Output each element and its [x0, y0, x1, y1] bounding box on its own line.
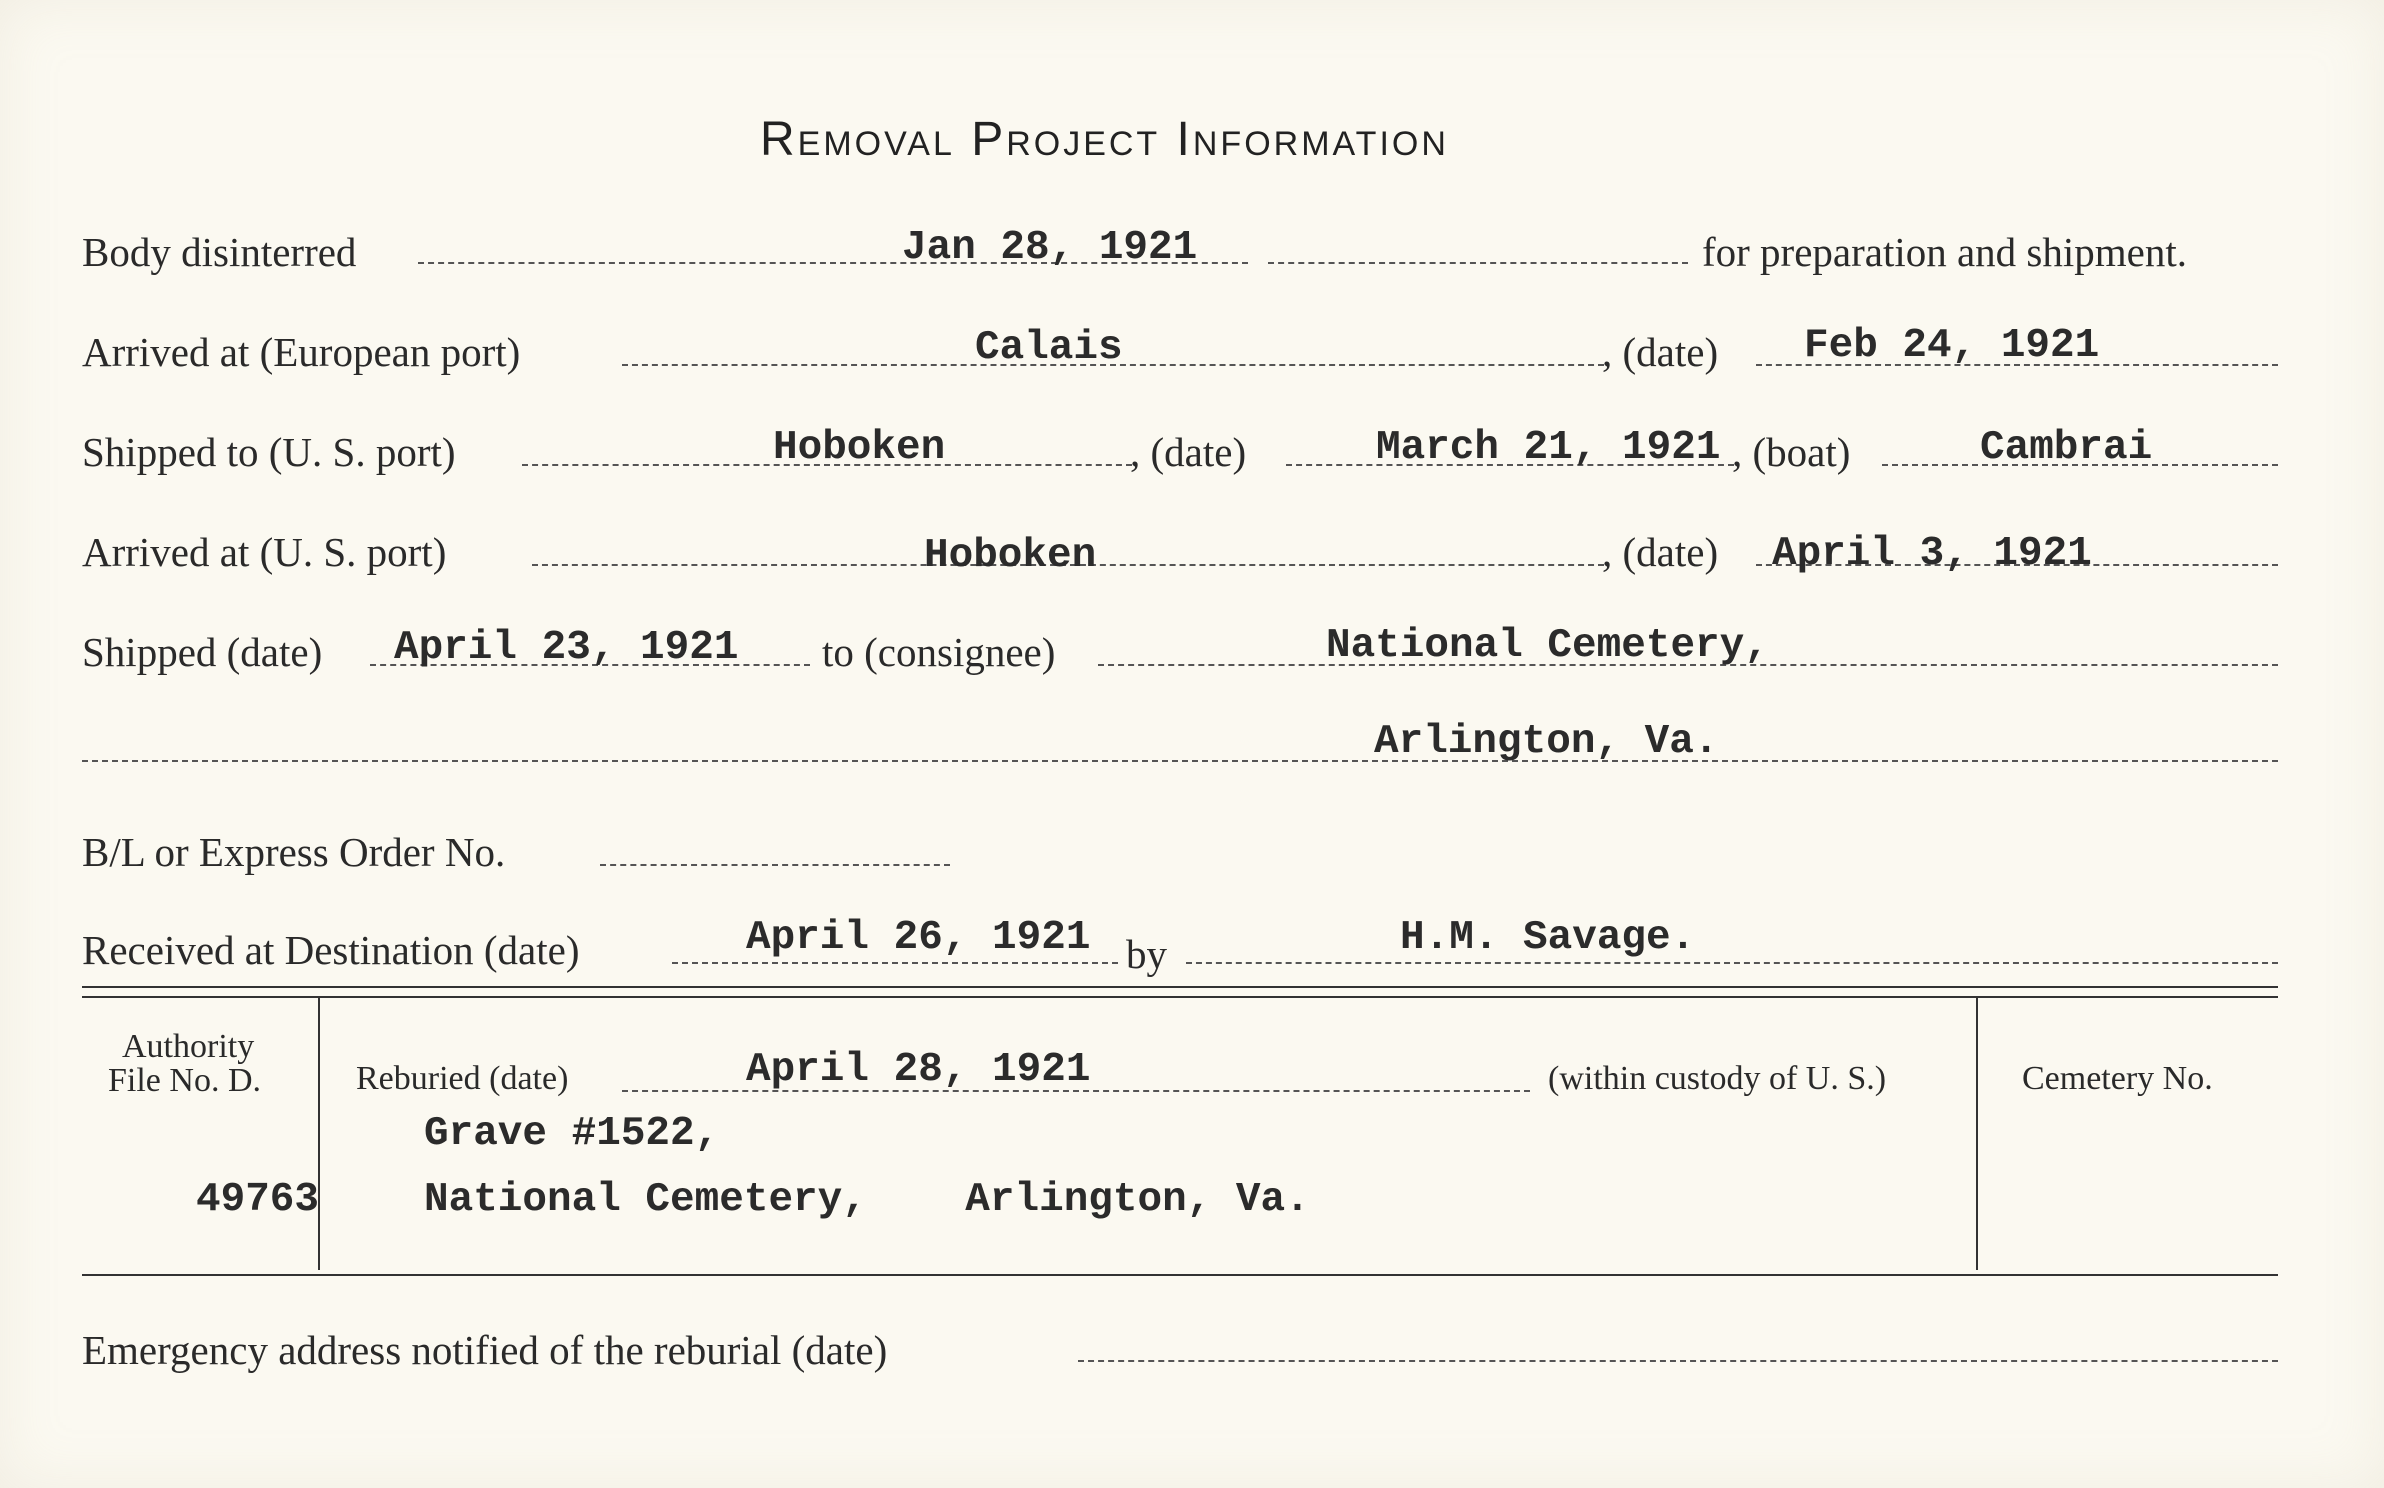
card-title: Removal Project Information [760, 113, 1449, 166]
label-for-preparation: for preparation and shipment. [1702, 229, 2188, 275]
disinterred-date: Jan 28, 1921 [902, 225, 1198, 271]
file-number: 49763 [196, 1177, 320, 1223]
grave-line-1: Grave #1522, [424, 1111, 720, 1157]
dotted-line [1078, 1360, 2278, 1362]
dotted-line [672, 962, 1118, 964]
reburied-date: April 28, 1921 [746, 1047, 1091, 1093]
label-arrived-us-port: Arrived at (U. S. port) [82, 529, 447, 575]
shipped-date: March 21, 1921 [1376, 425, 1721, 471]
label-authority: Authority [122, 1028, 255, 1065]
label-shipped-date: Shipped (date) [82, 629, 323, 675]
dotted-line [82, 760, 2278, 762]
divider-rule [82, 996, 2278, 998]
label-within-custody: (within custody of U. S.) [1548, 1060, 1887, 1097]
divider-rule [82, 986, 2278, 988]
consignee-shipped-date: April 23, 1921 [394, 625, 739, 671]
label-shipped-us-port: Shipped to (U. S. port) [82, 429, 456, 475]
column-divider [1976, 998, 1978, 1270]
label-by: by [1126, 931, 1167, 977]
label-cemetery-no: Cemetery No. [2022, 1060, 2213, 1097]
consignee-line-2: Arlington, Va. [1374, 719, 1719, 765]
boat-name: Cambrai [1980, 425, 2153, 471]
column-divider [318, 998, 320, 1270]
label-arrived-european-port: Arrived at (European port) [82, 329, 521, 375]
grave-line-2: National Cemetery, Arlington, Va. [424, 1177, 1310, 1223]
dotted-line [1186, 962, 2278, 964]
received-date: April 26, 1921 [746, 915, 1091, 961]
dotted-line [1268, 262, 1688, 264]
arrived-us-port: Hoboken [924, 533, 1097, 579]
label-file-no: File No. D. [108, 1062, 261, 1099]
label-boat: , (boat) [1732, 429, 1851, 475]
european-port: Calais [975, 325, 1123, 371]
label-emergency-address: Emergency address notified of the reburial (date) [82, 1327, 888, 1373]
arrived-date: April 3, 1921 [1772, 531, 2092, 577]
label-received-destination: Received at Destination (date) [82, 927, 580, 973]
label-bl-order-no: B/L or Express Order No. [82, 829, 506, 875]
shipped-us-port: Hoboken [773, 425, 946, 471]
european-arrival-date: Feb 24, 1921 [1804, 323, 2100, 369]
label-date: , (date) [1602, 329, 1719, 375]
received-by: H.M. Savage. [1400, 915, 1696, 961]
label-reburied-date: Reburied (date) [356, 1060, 569, 1097]
label-body-disinterred: Body disinterred [82, 229, 357, 275]
divider-rule [82, 1274, 2278, 1276]
label-date: , (date) [1130, 429, 1247, 475]
label-to-consignee: to (consignee) [822, 629, 1056, 675]
label-date: , (date) [1602, 529, 1719, 575]
consignee-line-1: National Cemetery, [1326, 623, 1769, 669]
dotted-line [600, 864, 950, 866]
